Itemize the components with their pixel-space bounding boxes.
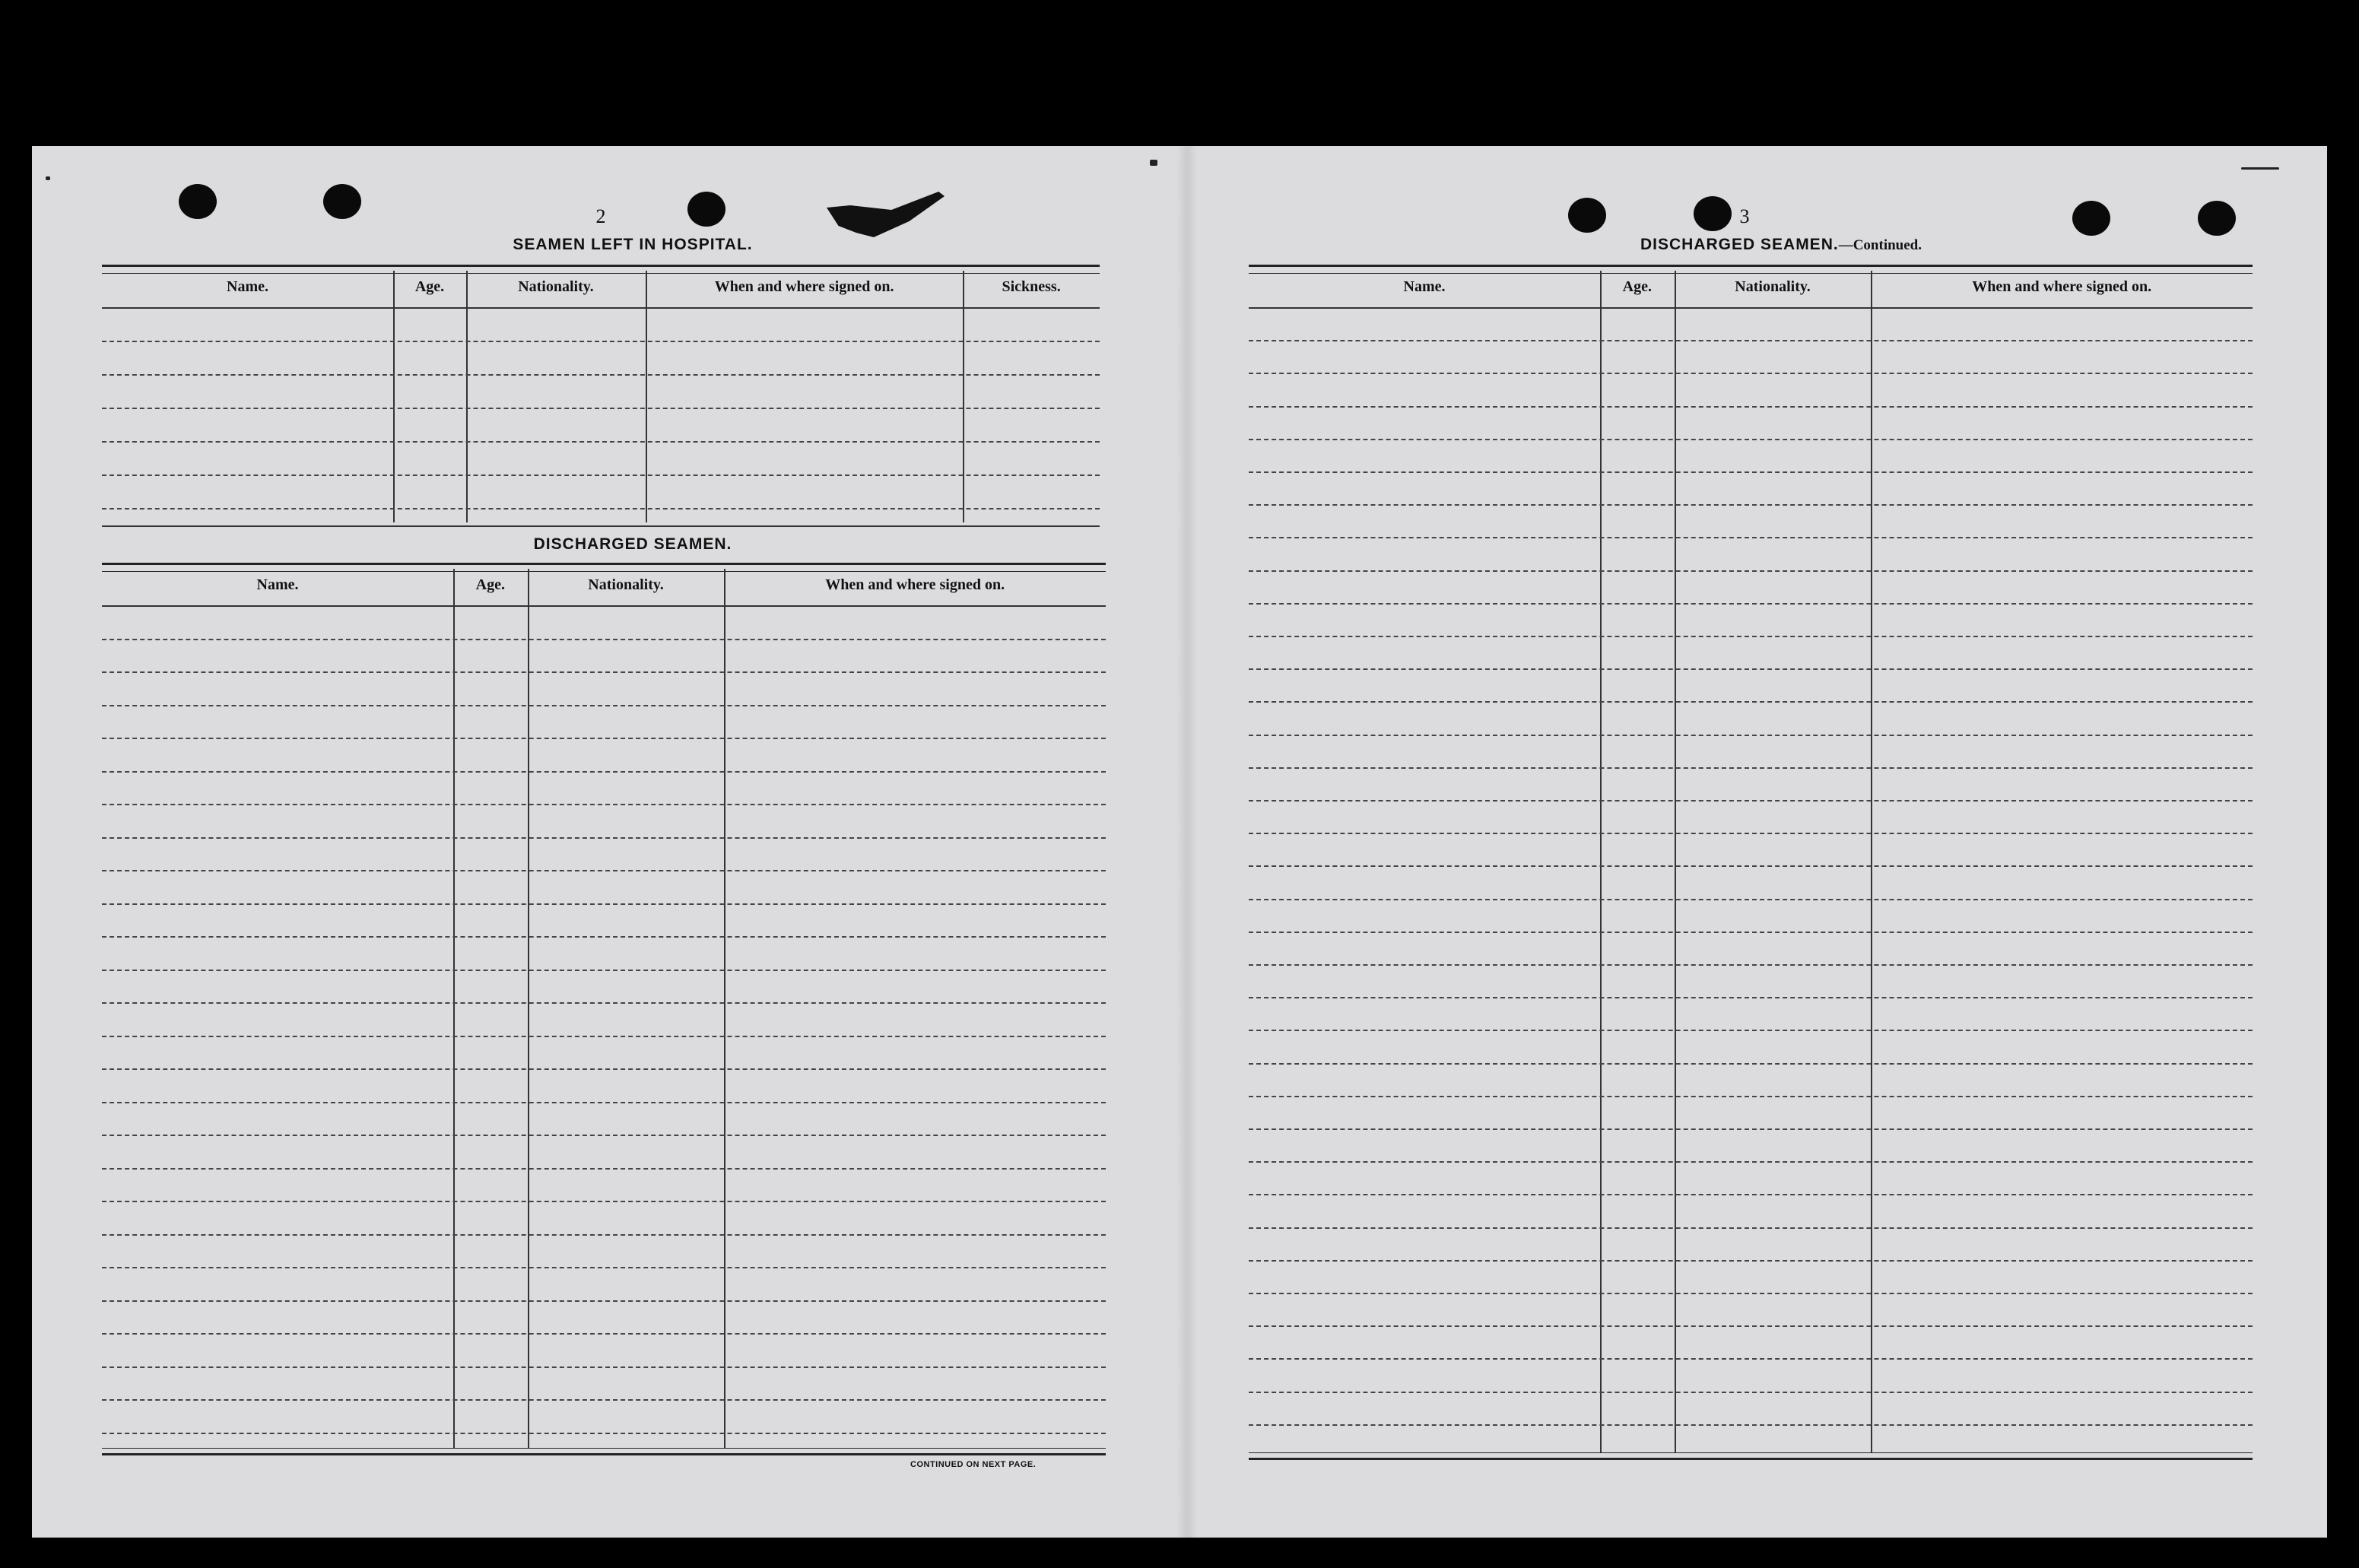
blank-entry-row	[1249, 603, 2253, 605]
blank-entry-row	[1249, 1063, 2253, 1065]
table-header-rule	[102, 307, 1100, 309]
blank-entry-row	[1249, 1194, 2253, 1195]
blank-entry-row	[1249, 1424, 2253, 1426]
column-header: Sickness.	[1002, 278, 1061, 295]
blank-entry-row	[1249, 1325, 2253, 1327]
blank-entry-row	[1249, 800, 2253, 801]
table-bottom-rule	[102, 525, 1100, 527]
blank-entry-row	[1249, 504, 2253, 506]
column-header: Nationality.	[1735, 278, 1811, 295]
column-header: When and where signed on.	[714, 278, 894, 295]
table-top-rule	[102, 265, 1100, 274]
blank-entry-row	[1249, 997, 2253, 998]
blank-entry-row	[1249, 1096, 2253, 1097]
column-divider	[963, 271, 964, 522]
table-bottom-rule	[102, 1448, 1106, 1455]
column-header: Age.	[1622, 278, 1652, 295]
blank-entry-row	[1249, 373, 2253, 374]
column-header: Age.	[414, 278, 445, 295]
hospital-section-title: SEAMEN LEFT IN HOSPITAL.	[513, 236, 753, 253]
blank-entry-row	[102, 837, 1106, 839]
speck	[1150, 160, 1157, 166]
blank-entry-row	[102, 738, 1106, 739]
discharged-table	[102, 563, 1106, 1452]
column-divider	[646, 271, 647, 522]
blank-entry-row	[102, 1399, 1106, 1401]
blank-entry-row	[102, 1102, 1106, 1103]
blank-entry-row	[102, 1201, 1106, 1202]
blank-entry-row	[1249, 964, 2253, 966]
column-header: Name.	[1403, 278, 1446, 295]
binder-hole	[2072, 201, 2110, 236]
discharged-section-title: DISCHARGED SEAMEN.	[533, 535, 732, 553]
blank-entry-row	[1249, 899, 2253, 900]
page-number-left: 2	[595, 205, 606, 227]
continued-suffix: —Continued.	[1838, 237, 1922, 253]
blank-entry-row	[102, 1036, 1106, 1037]
blank-entry-row	[102, 705, 1106, 706]
blank-entry-row	[102, 374, 1100, 376]
blank-entry-row	[102, 1267, 1106, 1268]
table-bottom-rule	[1249, 1452, 2253, 1460]
blank-entry-row	[1249, 767, 2253, 769]
column-header: When and where signed on.	[825, 576, 1005, 593]
column-divider	[393, 271, 395, 522]
page-number-right: 3	[1739, 205, 1750, 227]
blank-entry-row	[1249, 833, 2253, 834]
column-header: Name.	[227, 278, 269, 295]
blank-entry-row	[1249, 636, 2253, 637]
blank-entry-row	[102, 1168, 1106, 1170]
column-divider	[453, 569, 455, 1448]
blank-entry-row	[102, 1135, 1106, 1136]
blank-entry-row	[102, 1068, 1106, 1070]
column-divider	[466, 271, 468, 522]
blank-entry-row	[102, 1002, 1106, 1004]
discharged-continued-title-text: DISCHARGED SEAMEN.	[1640, 236, 1839, 253]
column-header: Name.	[256, 576, 299, 593]
blank-entry-row	[1249, 1358, 2253, 1360]
binder-hole	[1568, 198, 1606, 233]
continued-note: CONTINUED ON NEXT PAGE.	[910, 1460, 1037, 1469]
column-divider	[724, 569, 725, 1448]
blank-entry-row	[102, 1366, 1106, 1368]
speck	[46, 176, 50, 180]
table-top-rule	[102, 563, 1106, 572]
table-top-rule	[1249, 265, 2253, 274]
blank-entry-row	[102, 936, 1106, 938]
blank-entry-row	[102, 1234, 1106, 1236]
blank-entry-row	[102, 903, 1106, 905]
table-header-rule	[102, 605, 1106, 607]
blank-entry-row	[1249, 340, 2253, 341]
blank-entry-row	[102, 804, 1106, 805]
column-header: When and where signed on.	[1972, 278, 2152, 295]
binder-hole	[687, 192, 725, 227]
blank-entry-row	[1249, 537, 2253, 538]
blank-entry-row	[1249, 439, 2253, 440]
speck	[2241, 167, 2279, 170]
ledger-sheet	[32, 146, 2327, 1538]
blank-entry-row	[102, 771, 1106, 773]
blank-entry-row	[102, 341, 1100, 342]
binder-hole	[2198, 201, 2236, 236]
blank-entry-row	[1249, 1227, 2253, 1229]
column-divider	[1675, 271, 1676, 1452]
blank-entry-row	[1249, 570, 2253, 572]
column-header: Age.	[475, 576, 505, 593]
blank-entry-row	[1249, 932, 2253, 933]
blank-entry-row	[1249, 471, 2253, 473]
blank-entry-row	[102, 508, 1100, 509]
blank-entry-row	[1249, 865, 2253, 867]
discharged-continued-title	[1249, 236, 2313, 254]
page-fold	[1176, 146, 1198, 1538]
blank-entry-row	[102, 970, 1106, 971]
column-divider	[1600, 271, 1602, 1452]
blank-entry-row	[102, 639, 1106, 640]
binder-hole	[323, 184, 361, 219]
blank-entry-row	[1249, 1161, 2253, 1163]
column-divider	[1871, 271, 1872, 1452]
torn-hole	[827, 192, 945, 237]
blank-entry-row	[1249, 735, 2253, 736]
blank-entry-row	[102, 1333, 1106, 1335]
hospital-table	[102, 265, 1100, 527]
blank-entry-row	[102, 870, 1106, 871]
blank-entry-row	[102, 1433, 1106, 1434]
blank-entry-row	[102, 1300, 1106, 1302]
table-header-rule	[1249, 307, 2253, 309]
blank-entry-row	[102, 441, 1100, 443]
blank-entry-row	[1249, 1128, 2253, 1130]
blank-entry-row	[102, 475, 1100, 476]
blank-entry-row	[1249, 406, 2253, 408]
binder-hole	[179, 184, 217, 219]
blank-entry-row	[1249, 668, 2253, 670]
blank-entry-row	[1249, 701, 2253, 703]
blank-entry-row	[1249, 1260, 2253, 1262]
column-header: Nationality.	[588, 576, 664, 593]
blank-entry-row	[1249, 1293, 2253, 1294]
blank-entry-row	[102, 408, 1100, 409]
column-header: Nationality.	[518, 278, 594, 295]
blank-entry-row	[102, 671, 1106, 673]
discharged-continued-table	[1249, 265, 2253, 1457]
blank-entry-row	[1249, 1030, 2253, 1031]
blank-entry-row	[1249, 1392, 2253, 1393]
column-divider	[528, 569, 529, 1448]
